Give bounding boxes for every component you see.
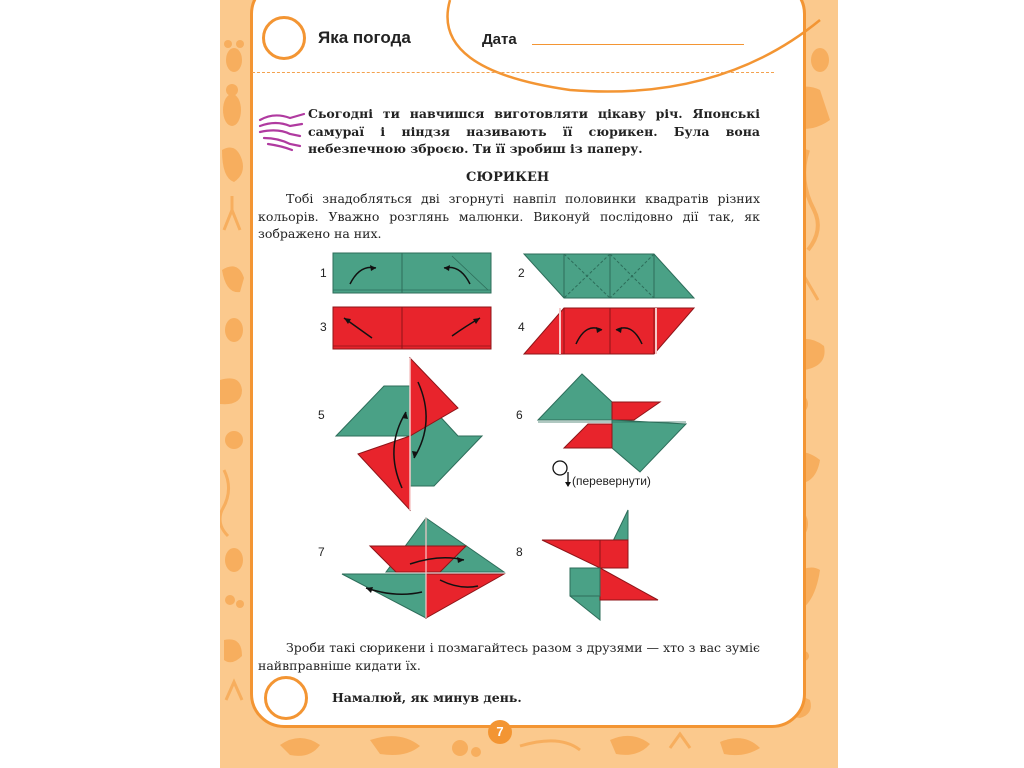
page-number: 7	[488, 720, 512, 744]
step-1-figure	[332, 252, 494, 298]
step-number-8: 8	[516, 545, 523, 559]
step-number-5: 5	[318, 408, 325, 422]
step-number-3: 3	[320, 320, 327, 334]
drawing-prompt: Намалюй, як минув день.	[332, 690, 522, 705]
drawing-circle[interactable]	[264, 676, 308, 720]
step-number-7: 7	[318, 545, 325, 559]
instructions-text: Тобі знадобляться дві згорнуті навпіл половинки квадратів різних кольорів. Уважно розглянь малюнки. Виконуй послідовно дії так, як зображено на них.	[258, 191, 760, 241]
step-5-figure	[334, 356, 486, 516]
step-8-figure	[540, 508, 660, 622]
step-4-figure	[520, 306, 696, 356]
step-2-figure	[520, 252, 696, 300]
flip-note: (перевернути)	[572, 474, 651, 488]
intro-text: Сьогодні ти навчишся виготовляти цікаву річ. Японські самураї і ніндзя називають її сюрикен. Була вона небезпечною зброєю. Ти її зробиш із паперу.	[308, 106, 760, 156]
date-label: Дата	[482, 31, 517, 48]
step-number-6: 6	[516, 408, 523, 422]
step-number-2: 2	[518, 266, 525, 280]
flip-arrow-icon	[550, 458, 574, 488]
step-3-figure	[332, 306, 494, 352]
date-line[interactable]	[532, 44, 744, 45]
header-circle	[262, 16, 306, 60]
hands-icon	[258, 110, 306, 150]
page-title: Яка погода	[318, 28, 411, 47]
step-7-figure	[340, 516, 506, 620]
closing-text: Зроби такі сюрикени і позмагайтесь разом з друзями — хто з вас зуміє найвправніше кидати їх.	[258, 640, 760, 673]
section-heading: СЮРИКЕН	[466, 170, 550, 185]
header-divider	[252, 72, 774, 73]
step-number-1: 1	[320, 266, 327, 280]
step-number-4: 4	[518, 320, 525, 334]
